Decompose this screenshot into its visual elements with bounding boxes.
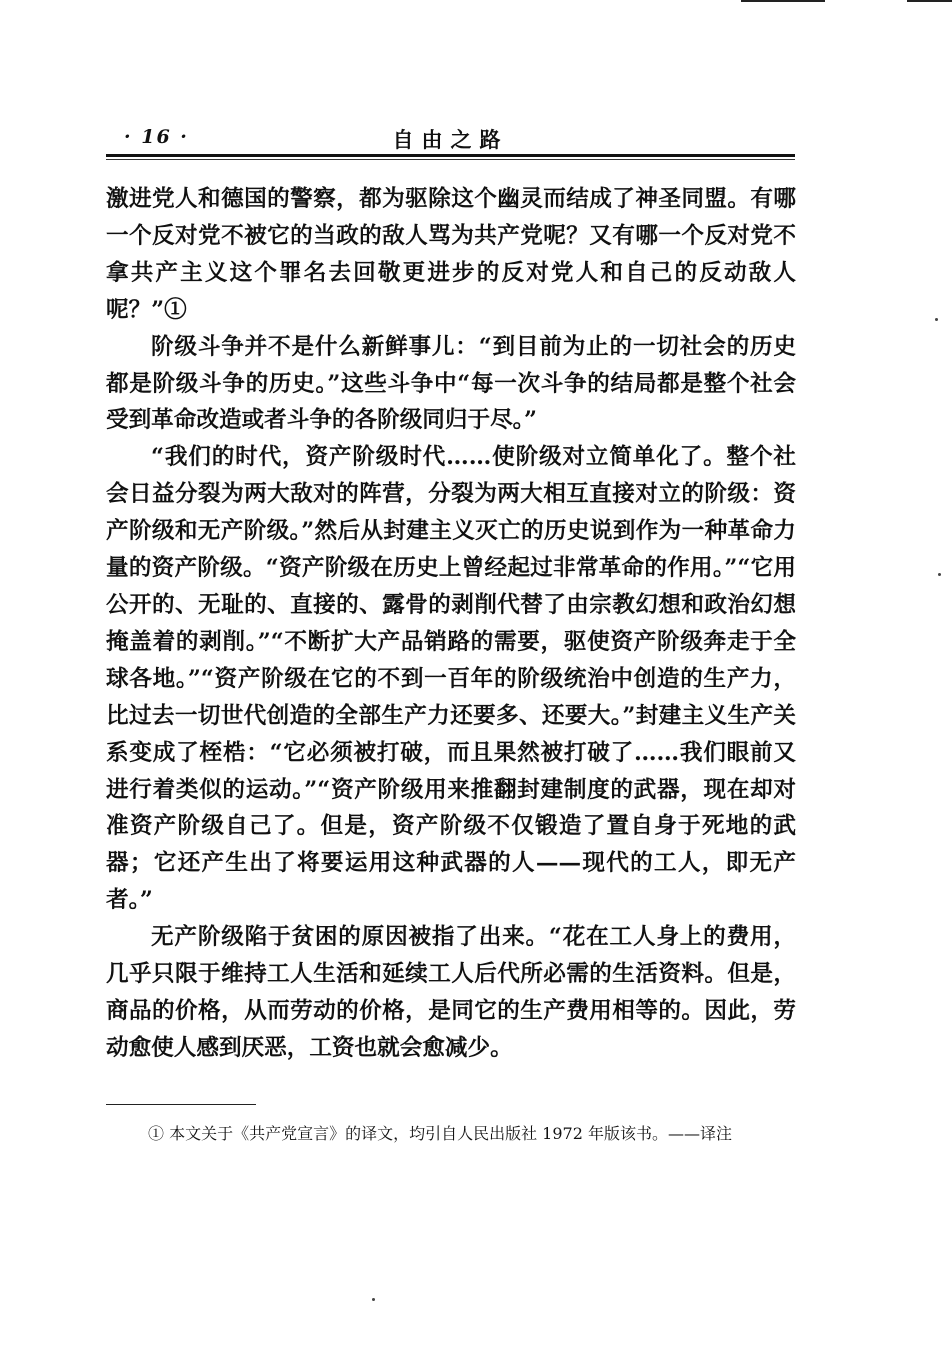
paragraph: 无产阶级陷于贫困的原因被指了出来。“花在工人身上的费用，几乎只限于维持工人生活和延续工人后代所必需的生活资料。但是，商品的价格，从而劳动的价格，是同它的生产费用相等的。因此，劳动愈使人感到厌恶，工资也就会愈减少。 — [106, 924, 796, 1061]
page-number: · 16 · — [124, 126, 189, 148]
scan-speck — [938, 573, 941, 576]
scan-edge-mark — [907, 0, 952, 2]
header-rule — [106, 154, 795, 157]
running-header — [106, 124, 795, 152]
running-title: 自由之路 — [392, 127, 509, 152]
scan-speck — [372, 1298, 375, 1301]
paragraph: 阶级斗争并不是什么新鲜事儿：“到目前为止的一切社会的历史都是阶级斗争的历史。”这些斗争中“每一次斗争的结局都是整个社会受到革命改造或者斗争的各阶级同归于尽。” — [106, 333, 796, 434]
paragraph-continued: 激进党人和德国的警察，都为驱除这个幽灵而结成了神圣同盟。有哪一个反对党不被它的当政的敌人骂为共产党呢？又有哪一个反对党不拿共产主义这个罪名去回敬更进步的反对党人和自己的反动敌人呢？”① — [106, 186, 796, 323]
footnote-rule — [106, 1104, 256, 1105]
footnote: ① 本文关于《共产党宣言》的译文，均引自人民出版社 1972 年版该书。——译注 — [148, 1124, 732, 1143]
header-rule-thin — [106, 159, 795, 160]
body-text — [106, 181, 796, 1067]
paragraph: “我们的时代，资产阶级时代……使阶级对立简单化了。整个社会日益分裂为两大敌对的阵营，分裂为两大相互直接对立的阶级：资产阶级和无产阶级。”然后从封建主义灭亡的历史说到作为一种革命力量的资产阶级。“资产阶级在历史上曾经起过非常革命的作用。”“它用公开的、无耻的、直接的、露骨的剥削代替了由宗教幻想和政治幻想掩盖着的剥削。”“不断扩大产品销路的需要，驱使资产阶级奔走于全球各地。”“资产阶级在它的不到一百年的阶级统治中创造的生产力，比过去一切世代创造的全部生产力还要多、还要大。”封建主义生产关系变成了桎梏：“它必须被打破，而且果然被打破了……我们眼前又进行着类似的运动。”“资产阶级用来推翻封建制度的武器，现在却对准资产阶级自己了。但是，资产阶级不仅锻造了置自身于死地的武器；它还产生出了将要运用这种武器的人——现代的工人，即无产者。” — [106, 444, 796, 914]
scan-edge-mark — [741, 0, 825, 2]
scan-speck — [935, 318, 938, 321]
